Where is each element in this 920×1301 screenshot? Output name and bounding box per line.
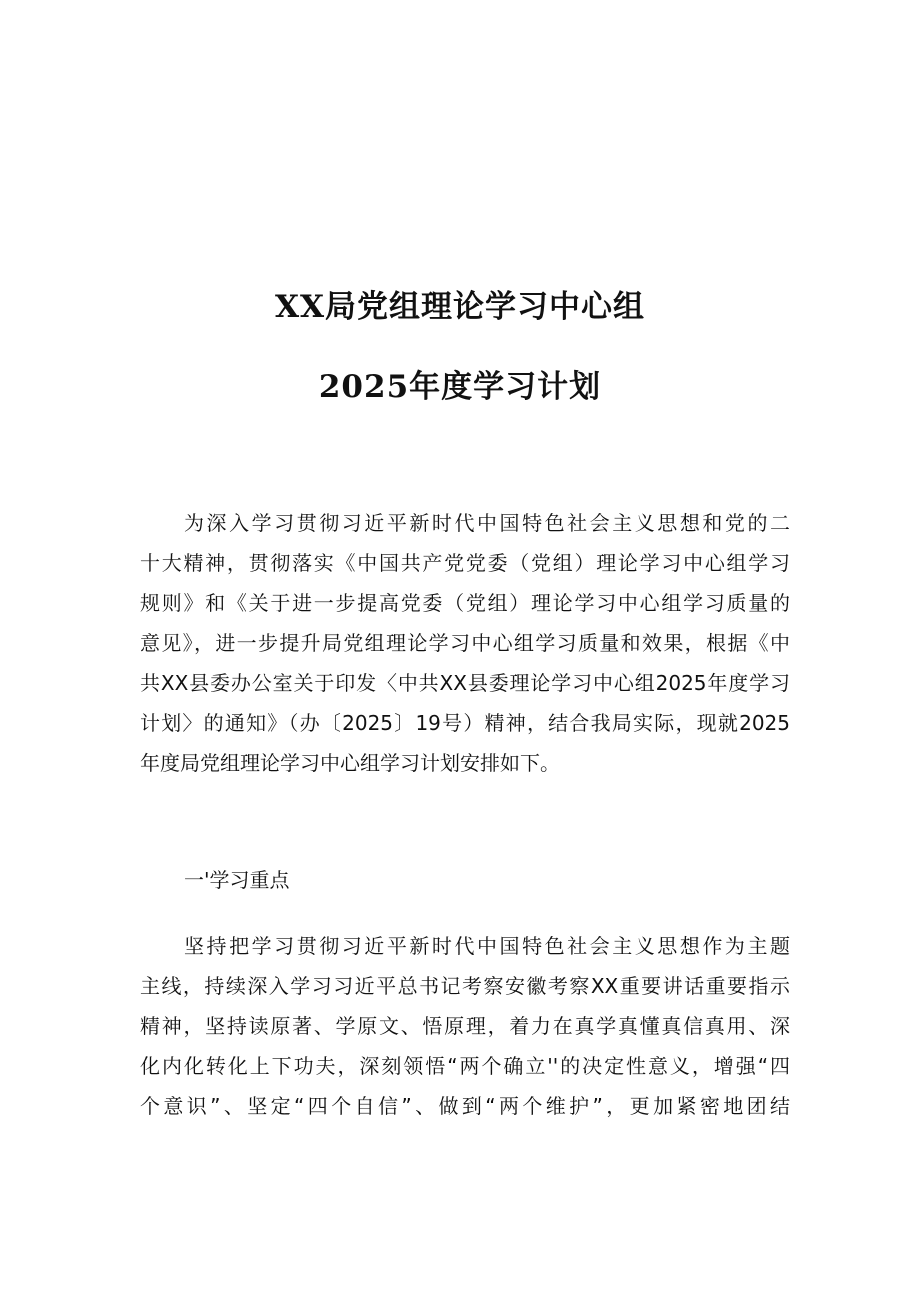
intro-line: 计划〉的通知》（办〔2025〕19号）精神，结合我局实际，现就2025 [140, 711, 790, 735]
section-1-line: 化内化转化上下功夫，深刻领悟“两个确立''的决定性意义，增强“四 [140, 1054, 790, 1078]
section-1-line: 主线，持续深入学习习近平总书记考察安徽考察XX重要讲话重要指示 [140, 974, 790, 998]
intro-line: 规则》和《关于进一步提高党委（党组）理论学习中心组学习质量的 [140, 591, 790, 615]
section-1-heading: 一'学习重点 [184, 868, 290, 892]
intro-line: 共XX县委办公室关于印发〈中共XX县委理论学习中心组2025年度学习 [140, 671, 790, 695]
intro-line: 十大精神，贯彻落实《中国共产党党委（党组）理论学习中心组学习 [140, 551, 790, 575]
section-1-line: 精神，坚持读原著、学原文、悟原理，着力在真学真懂真信真用、深 [140, 1014, 790, 1038]
intro-line: 为深入学习贯彻习近平新时代中国特色社会主义思想和党的二 [184, 511, 790, 535]
document-title-line-2: 2025年度学习计划 [318, 369, 602, 405]
section-1-line: 坚持把学习贯彻习近平新时代中国特色社会主义思想作为主题 [184, 934, 790, 958]
document-title-line-1: XX局党组理论学习中心组 [274, 289, 646, 325]
section-1-line: 个意识”、坚定“四个自信”、做到“两个维护”，更加紧密地团结 [140, 1094, 790, 1118]
intro-line: 意见》，进一步提升局党组理论学习中心组学习质量和效果，根据《中 [140, 631, 790, 655]
intro-line: 年度局党组理论学习中心组学习计划安排如下。 [140, 751, 560, 775]
